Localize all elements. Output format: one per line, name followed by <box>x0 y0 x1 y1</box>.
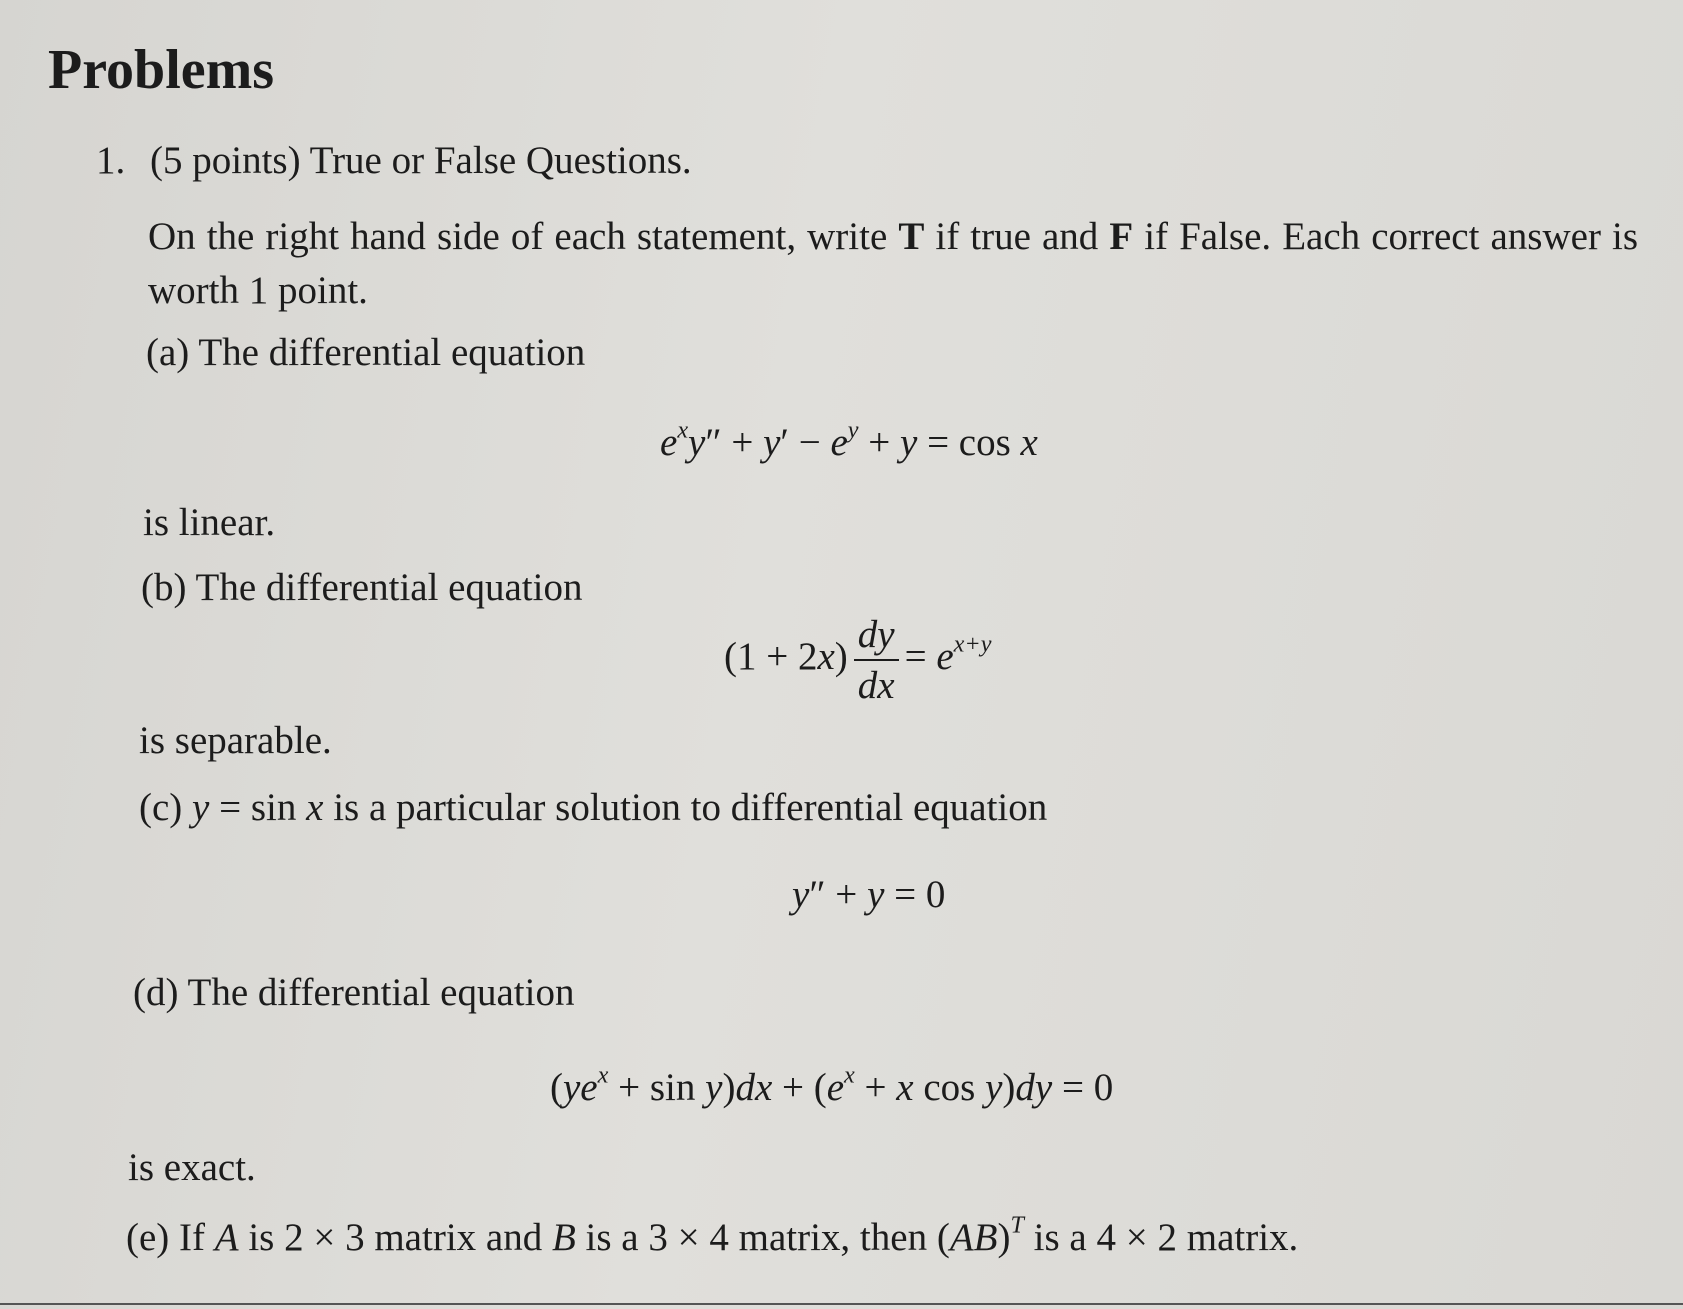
problem-title: (5 points) True or False Questions. <box>150 139 692 182</box>
false-mark: F <box>1109 215 1134 258</box>
true-mark: T <box>898 215 925 258</box>
item-d-tail: is exact. <box>128 1146 256 1189</box>
instructions-paragraph: On the right hand side of each statement, write T if true and F if False. Each correct answer is worth 1 point. <box>148 215 1639 312</box>
item-b-label: (b) The differential equation <box>141 566 583 609</box>
bottom-rule <box>0 1303 1683 1305</box>
item-b-tail: is separable. <box>139 719 332 762</box>
equation-c: y″ + y = 0 <box>792 873 946 916</box>
equation-b: (1 + 2x) $\frac{dy}{dx}$ = $e^{x+y}$ <box>724 613 992 707</box>
page-title: Problems <box>48 39 275 101</box>
item-e-statement: (e) If A is 2 × 3 matrix and B is a 3 × 4 matrix, then (AB)$^T$ is a 4 × 2 matrix. <box>126 1211 1299 1259</box>
item-c-label: (c) y = sin x is a particular solution to differential equation <box>139 786 1048 829</box>
item-a-label: (a) The differential equation <box>146 331 586 374</box>
equation-a: $e^xy'' + y' - e^y + y = \cos x$ <box>660 416 1038 464</box>
item-a-tail: is linear. <box>143 501 276 544</box>
derivative-fraction: $\frac{dy}{dx}$ <box>854 612 899 708</box>
problem-number: 1. <box>96 139 126 182</box>
item-d-label: (d) The differential equation <box>133 971 575 1014</box>
equation-d: $(ye^x + \sin y)dx + (e^x + x$ cos y)dy = 0 <box>550 1061 1114 1109</box>
